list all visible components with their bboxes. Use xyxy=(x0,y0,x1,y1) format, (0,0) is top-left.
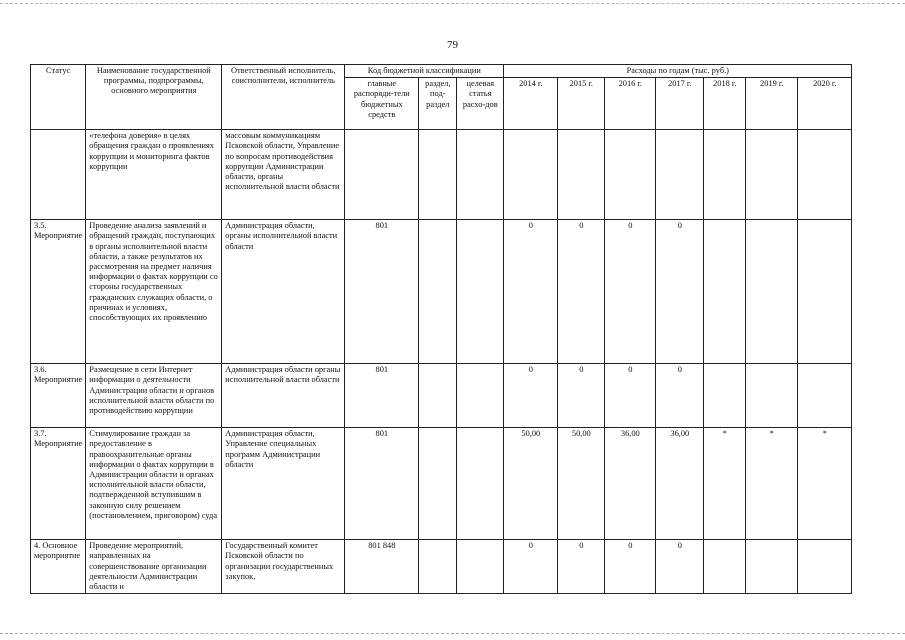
row-value xyxy=(704,364,746,428)
row-value xyxy=(798,130,852,220)
row-value: 50,00 xyxy=(558,428,605,540)
header-year: 2019 г. xyxy=(746,78,798,130)
row-target xyxy=(457,364,504,428)
header-section: раздел, под-раздел xyxy=(419,78,457,130)
row-status: 3.6. Мероприятие xyxy=(31,364,86,428)
row-value: * xyxy=(746,428,798,540)
header-year: 2014 г. xyxy=(504,78,558,130)
header-budget-code: Код бюджетной классификации xyxy=(345,65,504,78)
row-value: 0 xyxy=(504,364,558,428)
scan-edge-bottom xyxy=(0,633,905,634)
header-year: 2017 г. xyxy=(656,78,704,130)
row-responsible: Администрация области органы исполнительной власти области xyxy=(222,364,345,428)
row-value xyxy=(746,220,798,364)
header-year: 2018 г. xyxy=(704,78,746,130)
table-row xyxy=(31,130,852,220)
header-year: 2016 г. xyxy=(605,78,656,130)
table-row xyxy=(31,220,852,364)
row-value: 0 xyxy=(656,540,704,594)
row-grbs: 801 848 xyxy=(345,540,419,594)
row-status: 3.5. Мероприятие xyxy=(31,220,86,364)
row-value xyxy=(558,130,605,220)
row-value xyxy=(704,220,746,364)
row-target xyxy=(457,428,504,540)
row-grbs: 801 xyxy=(345,428,419,540)
row-target xyxy=(457,130,504,220)
row-value xyxy=(746,364,798,428)
row-responsible: массовым коммуникациям Псковской области, Управление по вопросам противодействия коррупции Администрации области, органы исполнительной власти области xyxy=(222,130,345,220)
budget-table xyxy=(30,64,852,594)
row-status xyxy=(31,130,86,220)
header-expenses: Расходы по годам (тыс. руб.) xyxy=(504,65,852,78)
row-value: 0 xyxy=(605,540,656,594)
header-grbs: главные распоряди-тели бюджетных средств xyxy=(345,78,419,130)
row-section xyxy=(419,428,457,540)
row-value xyxy=(656,130,704,220)
row-value: 0 xyxy=(558,364,605,428)
row-value: 0 xyxy=(656,220,704,364)
row-value xyxy=(798,220,852,364)
row-value: 0 xyxy=(558,540,605,594)
row-value: 50,00 xyxy=(504,428,558,540)
row-value xyxy=(605,130,656,220)
row-value: 0 xyxy=(656,364,704,428)
header-status: Статус xyxy=(31,65,86,130)
row-responsible: Государственный комитет Псковской области по организации государственных закупок, xyxy=(222,540,345,594)
page-number: 79 xyxy=(447,39,458,51)
row-responsible: Администрация области, органы исполнительной власти области xyxy=(222,220,345,364)
row-value xyxy=(798,364,852,428)
header-year: 2015 г. xyxy=(558,78,605,130)
header-year: 2020 г. xyxy=(798,78,852,130)
row-name: Проведение мероприятий, направленных на совершенствование организации деятельности Администрации области и xyxy=(86,540,222,594)
row-value xyxy=(504,130,558,220)
row-grbs: 801 xyxy=(345,364,419,428)
row-value xyxy=(704,540,746,594)
row-value: * xyxy=(798,428,852,540)
header-responsible: Ответственный исполнитель, соисполнители, исполнитель xyxy=(222,65,345,130)
header-target: целевая статья расхо-дов xyxy=(457,78,504,130)
row-section xyxy=(419,540,457,594)
row-value: 0 xyxy=(504,220,558,364)
row-value xyxy=(746,130,798,220)
row-status: 3.7. Мероприятие xyxy=(31,428,86,540)
row-target xyxy=(457,220,504,364)
row-name: Размещение в сети Интернет информации о деятельности Администрации области и органов исполнительной власти области по противодействию коррупции xyxy=(86,364,222,428)
row-grbs xyxy=(345,130,419,220)
row-status: 4. Основное мероприятие xyxy=(31,540,86,594)
table-row xyxy=(31,540,852,594)
row-name: Стимулирование граждан за предоставление в правоохранительные органы информации о фактах коррупции в Администрации области и органах исполнительной власти области, подтвержденной вступившим в законную силу решением (постановлением, приговором) суда xyxy=(86,428,222,540)
header-name: Наименование государственной программы, подпрограммы, основного мероприятия xyxy=(86,65,222,130)
table-row xyxy=(31,428,852,540)
row-name: Проведение анализа заявлений и обращений граждан, поступающих в органы исполнительной власти области, а также результатов их рассмотрения на предмет наличия информации о фактах коррупции со стороны государственных гражданских служащих области, о причинах и условиях, способствующих их проявлению xyxy=(86,220,222,364)
row-value: 36,00 xyxy=(656,428,704,540)
row-responsible: Администрация области, Управление специальных программ Администрации области xyxy=(222,428,345,540)
row-section xyxy=(419,220,457,364)
row-value: * xyxy=(704,428,746,540)
row-value xyxy=(798,540,852,594)
row-value: 0 xyxy=(605,364,656,428)
row-value: 0 xyxy=(558,220,605,364)
row-value: 0 xyxy=(504,540,558,594)
row-value: 36,00 xyxy=(605,428,656,540)
header-row-1 xyxy=(31,65,852,78)
row-value: 0 xyxy=(605,220,656,364)
scan-edge-top xyxy=(0,3,905,4)
table-row xyxy=(31,364,852,428)
row-name: «телефона доверия» в целях обращения граждан о проявлениях коррупции и мониторинга фактов коррупции xyxy=(86,130,222,220)
row-target xyxy=(457,540,504,594)
row-section xyxy=(419,364,457,428)
row-section xyxy=(419,130,457,220)
row-grbs: 801 xyxy=(345,220,419,364)
row-value xyxy=(704,130,746,220)
row-value xyxy=(746,540,798,594)
